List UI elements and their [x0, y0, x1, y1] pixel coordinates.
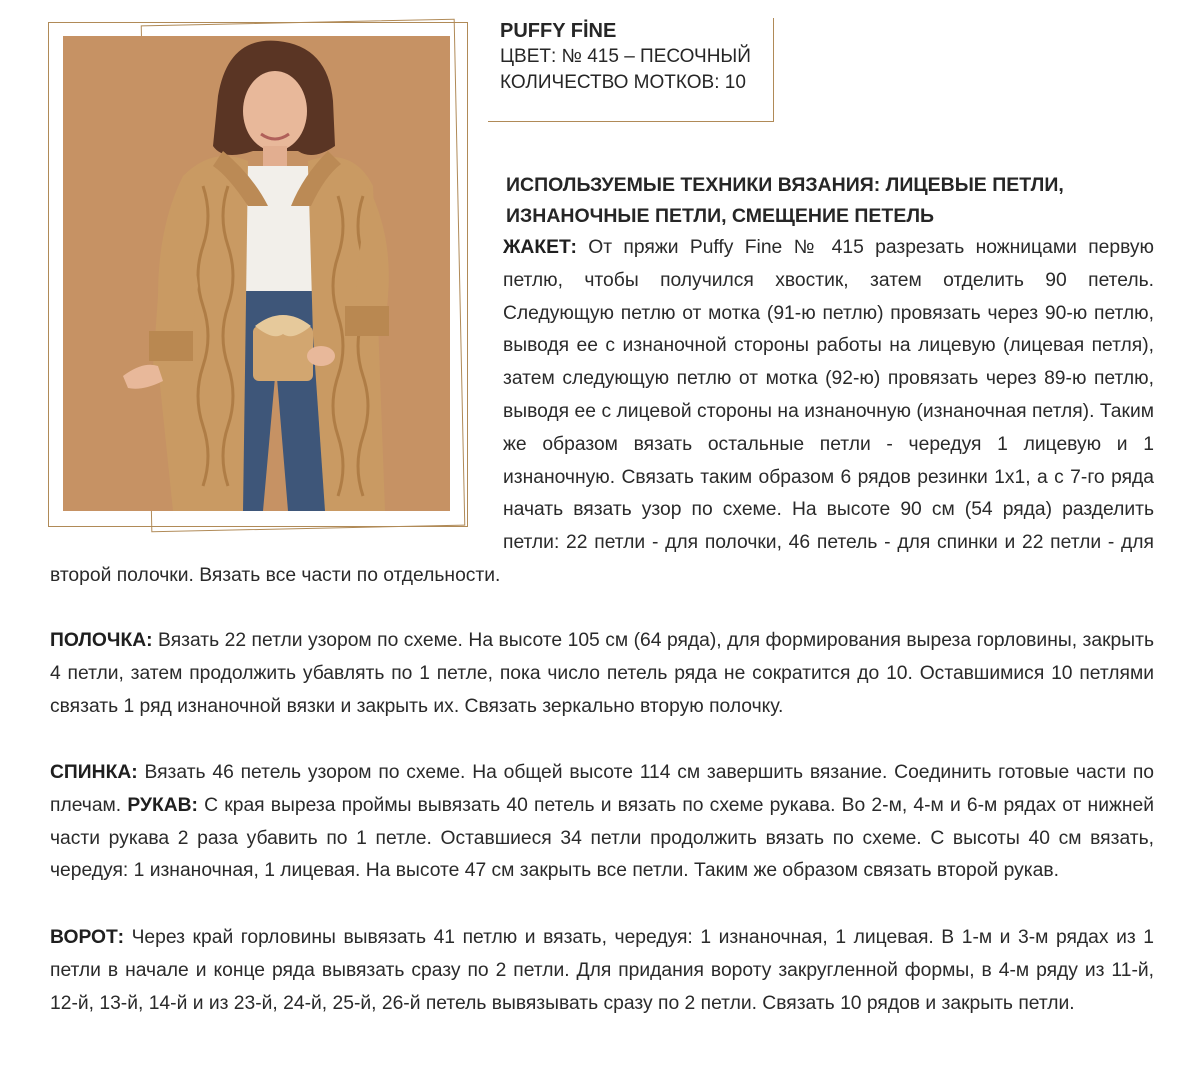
back-heading: СПИНКА: [50, 762, 145, 783]
techniques-heading: ИСПОЛЬЗУЕМЫЕ ТЕХНИКИ ВЯЗАНИЯ: ЛИЦЕВЫЕ ПЕТЛИ, ИЗНАНОЧНЫЕ ПЕТЛИ, СМЕЩЕНИЕ ПЕТЕЛЬ [506, 174, 1064, 227]
sleeve-text: С края выреза проймы вывязать 40 петель и вязать по схеме рукава. Во 2-м, 4-м и 6-м рядах от нижней части рукава 2 раза убавить по 1 петле. Оставшиеся 34 петли продолжить вязать по схеме. С высоты 40 см вязать, чередуя: 1 изнаночная, 1 лицевая. На высоте 47 см закрыть все петли. Таким же образом связать второй рукав. [50, 794, 1154, 882]
yarn-skeins: КОЛИЧЕСТВО МОТКОВ: 10 [500, 72, 746, 93]
collar-section [50, 922, 1154, 1020]
collar-text: Через край горловины вывязать 41 петлю и вязать, чередуя: 1 изнаночная, 1 лицевая. В 1-м и 3-м рядах из 1 петли в начале и конце ряда вывязать сразу по 2 петли. Для придания вороту закругленной формы, в 4-м ряду из 11-й, 12-й, 13-й, 14-й и из 23-й, 24-й, 25-й, 26-й петель вывязывать сразу по 2 петли. Связать 10 рядов и закрыть петли. [50, 927, 1154, 1014]
yarn-color: ЦВЕТ: № 415 – ПЕСОЧНЫЙ [500, 46, 751, 67]
front-section [50, 625, 1154, 723]
yarn-brand: PUFFY FİNE [500, 20, 617, 42]
photo-spacer [50, 232, 503, 528]
front-text: Вязать 22 петли узором по схеме. На высоте 105 см (64 ряда), для формирования выреза горловины, закрыть 4 петли, затем продолжить убавлять по 1 петле, пока число петель ряда не сократится до 10. Оставшимися 10 петлями связать 1 ряд изнаночной вязки и закрыть их. Связать зеркально вторую полочку. [50, 630, 1154, 717]
yarn-info [500, 18, 751, 96]
jacket-section [50, 232, 1154, 593]
front-heading: ПОЛОЧКА: [50, 630, 159, 651]
collar-heading: ВОРОТ: [50, 927, 132, 948]
jacket-heading: ЖАКЕТ: [503, 237, 589, 258]
back-sleeve-section [50, 757, 1154, 888]
jacket-text: От пряжи Puffy Fine № 415 разрезать ножницами первую петлю, чтобы получился хвостик, затем отделить 90 петель. Следующую петлю от мотка (91-ю петлю) провязать через 90-ю петлю, выводя ее с изнаночной стороны работы на лицевую (лицевая петля), затем следующую петлю от мотка (92-ю) провязать через 89-ю петлю, выводя ее с лицевой стороны на изнаночную (изнаночная петля). Таким же образом вязать остальные петли - чередуя 1 лицевую и 1 изнаночную. Связать таким образом 6 рядов резинки 1х1, а с 7-го ряда начать вязать узор по схеме. На высоте 90 см (54 ряда) разделить петли: 22 петли - для полочки, 46 петель - для спинки и 22 петли - для второй полочки. Вязать все части по отдельности. [50, 237, 1154, 586]
back-text: Вязать 46 петель узором по схеме. На общей высоте 114 см завершить вязание. Соединить готовые части по плечам. [50, 762, 1154, 816]
sleeve-heading: РУКАВ: [127, 794, 205, 816]
